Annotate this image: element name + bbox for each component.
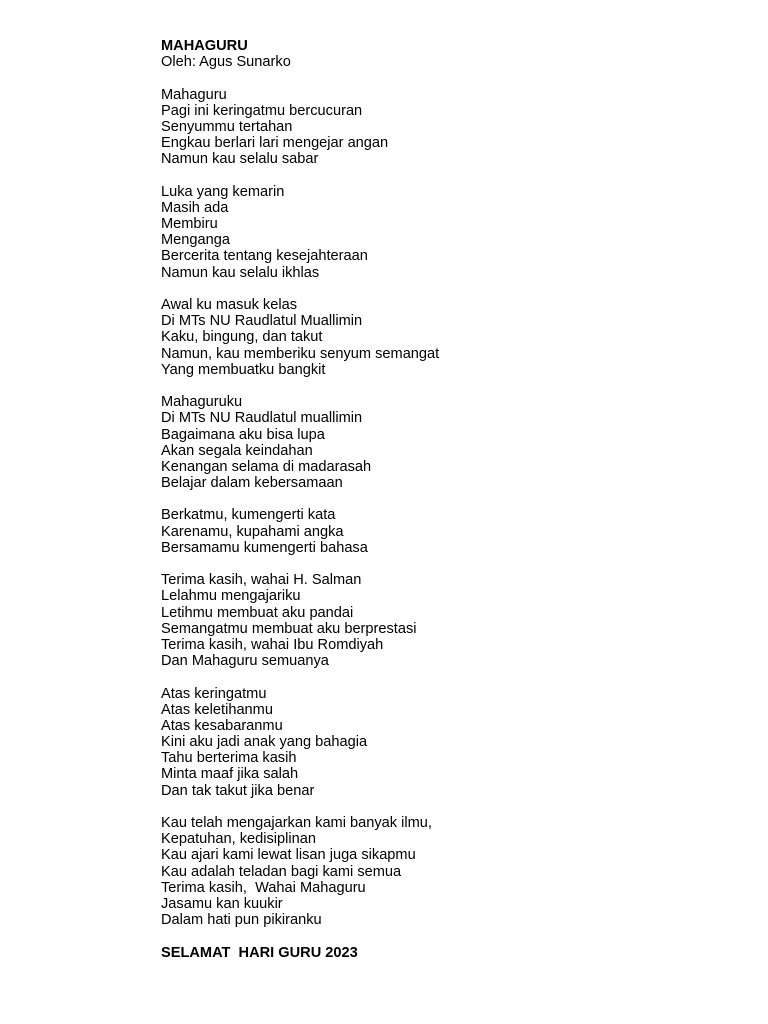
poem-line: Namun, kau memberiku senyum semangat: [161, 345, 440, 362]
poem-line: Minta maaf jika salah: [161, 766, 299, 783]
poem-line: Terima kasih, wahai H. Salman: [161, 572, 362, 589]
poem-line: Masih ada: [161, 199, 229, 216]
poem-line: Terima kasih, Wahai Mahaguru: [161, 879, 366, 896]
stanza-5: [161, 507, 721, 556]
poem-line: Dan Mahaguru semuanya: [161, 653, 329, 670]
poem-line: Lelahmu mengajariku: [161, 588, 301, 605]
poem-line: Engkau berlari lari mengejar angan: [161, 135, 389, 152]
poem-line: Kau adalah teladan bagi kami semua: [161, 863, 402, 880]
stanza-2: [161, 184, 721, 281]
poem-title: MAHAGURU: [161, 38, 248, 54]
poem-line: Kaku, bingung, dan takut: [161, 329, 323, 346]
poem-line: Letihmu membuat aku pandai: [161, 604, 354, 621]
stanza-8: [161, 815, 721, 928]
poem-line: Akan segala keindahan: [161, 442, 313, 459]
poem-line: Senyummu tertahan: [161, 118, 293, 135]
poem-line: Karenamu, kupahami angka: [161, 523, 344, 540]
poem-line: Jasamu kan kuukir: [161, 895, 283, 912]
poem-line: Awal ku masuk kelas: [161, 297, 297, 313]
stanza-6: [161, 572, 721, 669]
poem-line: Semangatmu membuat aku berprestasi: [161, 620, 417, 637]
poem-line: Di MTs NU Raudlatul Muallimin: [161, 313, 363, 330]
stanza-4: [161, 394, 721, 491]
poem-line: Bercerita tentang kesejahteraan: [161, 248, 368, 265]
poem-line: Atas keletihanmu: [161, 701, 273, 718]
stanza-7: [161, 686, 721, 799]
poem-line: Berkatmu, kumengerti kata: [161, 507, 336, 524]
poem-line: Membiru: [161, 216, 218, 233]
poem-line: Dalam hati pun pikiranku: [161, 912, 322, 929]
closing-greeting: SELAMAT HARI GURU 2023: [161, 944, 358, 961]
poem-author: Oleh: Agus Sunarko: [161, 54, 291, 71]
poem-line: Kini aku jadi anak yang bahagia: [161, 734, 368, 751]
poem-line: Menganga: [161, 232, 230, 249]
poem-line: Mahaguruku: [161, 394, 243, 411]
poem-line: Namun kau selalu ikhlas: [161, 264, 320, 281]
poem-document: [161, 38, 721, 961]
poem-line: Bagaimana aku bisa lupa: [161, 426, 325, 443]
poem-line: Pagi ini keringatmu bercucuran: [161, 102, 363, 119]
poem-line: Atas kesabaranmu: [161, 717, 283, 734]
poem-line: Kau telah mengajarkan kami banyak ilmu,: [161, 815, 432, 831]
poem-line: Di MTs NU Raudlatul muallimin: [161, 410, 363, 427]
poem-line: Kepatuhan, kedisiplinan: [161, 831, 316, 848]
poem-line: Belajar dalam kebersamaan: [161, 475, 343, 492]
poem-line: Bersamamu kumengerti bahasa: [161, 539, 368, 556]
poem-line: Kenangan selama di madarasah: [161, 458, 372, 475]
poem-line: Dan tak takut jika benar: [161, 782, 315, 799]
stanza-1: [161, 87, 721, 168]
poem-line: Yang membuatku bangkit: [161, 361, 326, 378]
poem-line: Tahu berterima kasih: [161, 750, 297, 767]
poem-line: Atas keringatmu: [161, 685, 267, 702]
poem-line: Namun kau selalu sabar: [161, 151, 319, 168]
poem-line: Luka yang kemarin: [161, 183, 285, 200]
poem-line: Terima kasih, wahai Ibu Romdiyah: [161, 636, 384, 653]
stanza-3: [161, 297, 721, 378]
poem-line: Kau ajari kami lewat lisan juga sikapmu: [161, 847, 416, 864]
poem-line: Mahaguru: [161, 86, 227, 103]
